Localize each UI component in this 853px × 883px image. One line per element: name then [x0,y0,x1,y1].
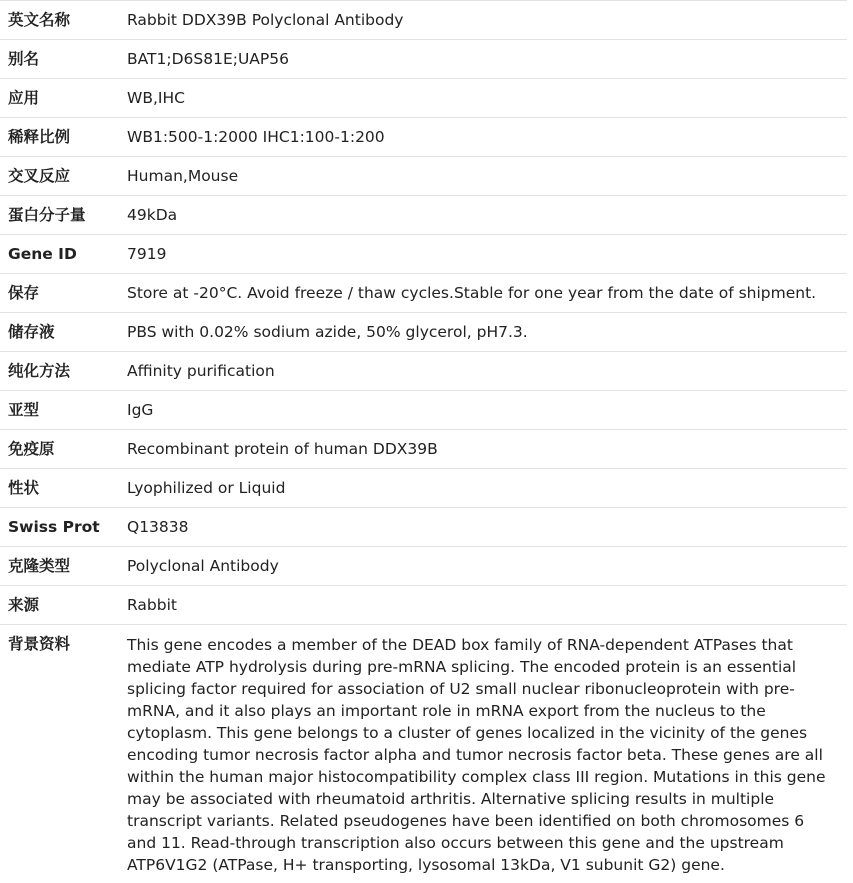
row-label: Gene ID [0,235,127,274]
table-row [0,40,847,79]
row-value: Human,Mouse [127,157,847,196]
table-row [0,391,847,430]
row-label: 保存 [0,274,127,313]
row-label: 英文名称 [0,1,127,40]
table-row [0,79,847,118]
table-row [0,157,847,196]
table-row [0,274,847,313]
row-label: 应用 [0,79,127,118]
row-value: Polyclonal Antibody [127,547,847,586]
table-row [0,508,847,547]
table-row [0,625,847,883]
row-value: BAT1;D6S81E;UAP56 [127,40,847,79]
row-value: Store at -20°C. Avoid freeze / thaw cycles.Stable for one year from the date of shipment. [127,274,847,313]
row-label: Swiss Prot [0,508,127,547]
table-row [0,1,847,40]
table-row [0,430,847,469]
table-row [0,313,847,352]
row-label: 免疫原 [0,430,127,469]
row-value: 49kDa [127,196,847,235]
row-value: WB,IHC [127,79,847,118]
row-value: PBS with 0.02% sodium azide, 50% glycerol, pH7.3. [127,313,847,352]
row-label: 亚型 [0,391,127,430]
row-value: Rabbit DDX39B Polyclonal Antibody [127,1,847,40]
row-label: 来源 [0,586,127,625]
row-value: Affinity purification [127,352,847,391]
table-row [0,235,847,274]
row-value: WB1:500-1:2000 IHC1:100-1:200 [127,118,847,157]
background-text: This gene encodes a member of the DEAD box family of RNA-dependent ATPases that mediate ATP hydrolysis during pre-mRNA splicing. The encoded protein is an essential splicing factor required for association of U2 small nuclear ribonucleoprotein with pre-mRNA, and it also plays an important role in mRNA export from the nucleus to the cytoplasm. This gene belongs to a cluster of genes localized in the vicinity of the genes encoding tumor necrosis factor alpha and tumor necrosis factor beta. These genes are all within the human major histocompatibility complex class III region. Mutations in this gene may be associated with rheumatoid arthritis. Alternative splicing results in multiple transcript variants. Related pseudogenes have been identified on both chromosomes 6 and 11. Read-through transcription also occurs between this gene and the upstream ATP6V1G2 (ATPase, H+ transporting, lysosomal 13kDa, V1 subunit G2) gene. [127,636,826,874]
row-value: IgG [127,391,847,430]
row-label: 性状 [0,469,127,508]
row-value: Recombinant protein of human DDX39B [127,430,847,469]
row-value: Lyophilized or Liquid [127,469,847,508]
row-label: 交叉反应 [0,157,127,196]
background-description [127,625,847,883]
row-label: 纯化方法 [0,352,127,391]
row-value: 7919 [127,235,847,274]
row-value: Q13838 [127,508,847,547]
table-row [0,586,847,625]
row-label: 稀释比例 [0,118,127,157]
row-value: Rabbit [127,586,847,625]
row-label: 克隆类型 [0,547,127,586]
table-row [0,352,847,391]
table-row [0,118,847,157]
table-row [0,547,847,586]
table-row [0,196,847,235]
row-label: 别名 [0,40,127,79]
row-label: 蛋白分子量 [0,196,127,235]
table-row [0,469,847,508]
row-label: 储存液 [0,313,127,352]
row-label: 背景资料 [8,635,71,653]
